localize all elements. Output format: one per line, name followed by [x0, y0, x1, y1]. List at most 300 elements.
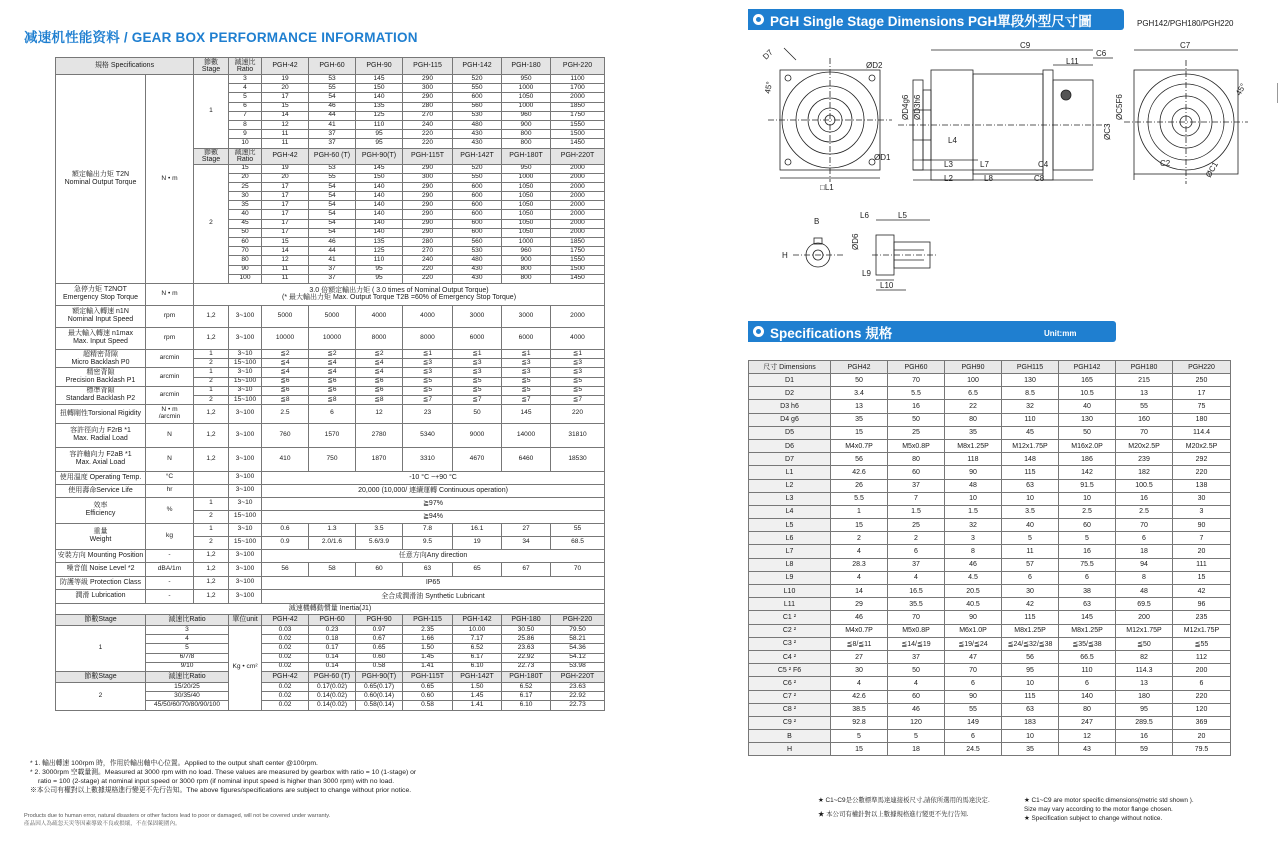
dims-cell: ≦50	[1116, 637, 1173, 650]
table-cell: 25	[229, 182, 262, 191]
table-cell: 0.18	[309, 635, 356, 644]
header-model: PGH-142T	[453, 671, 502, 682]
table-cell: 0.02	[262, 644, 309, 653]
table-cell: 950	[502, 164, 551, 173]
dims-cell: 110	[1002, 413, 1059, 426]
table-cell: 19	[262, 75, 309, 84]
table-cell: 2000	[551, 192, 605, 201]
table-cell: 0.58	[356, 662, 403, 671]
dims-cell: 145	[1059, 611, 1116, 624]
dims-cell: 28.3	[831, 558, 888, 571]
dims-cell: 75.5	[1059, 558, 1116, 571]
ratio-cell: 3~100	[229, 549, 262, 562]
table-cell: 1570	[309, 423, 356, 447]
table-cell: ≦2	[356, 349, 403, 358]
table-row	[749, 374, 1231, 387]
table-cell: 12	[356, 405, 403, 424]
table-cell: 10.00	[453, 626, 502, 635]
table-cell: 1.66	[403, 635, 453, 644]
label-c8: C8	[1034, 174, 1045, 183]
table-row	[749, 387, 1231, 400]
table-row	[56, 615, 605, 626]
table-cell: 1000	[502, 84, 551, 93]
temp-value: -10 °C ~+90 °C	[262, 471, 605, 484]
dims-cell: 2	[888, 532, 945, 545]
table-row	[749, 650, 1231, 663]
table-row	[749, 453, 1231, 466]
dims-cell: M12x1.75P	[1002, 439, 1059, 452]
table-cell: 54	[309, 228, 356, 237]
dims-cell: 16	[1116, 492, 1173, 505]
dims-cell: 182	[1116, 466, 1173, 479]
dims-cell: 96	[1173, 598, 1231, 611]
dims-cell: M6x1.0P	[945, 624, 1002, 637]
dims-cell: M20x2.5P	[1173, 439, 1231, 452]
table-cell: ≦1	[403, 349, 453, 358]
dims-cell: 13	[1116, 677, 1173, 690]
table-cell: 2000	[551, 182, 605, 191]
table-cell: 600	[453, 93, 502, 102]
dims-cell: 5	[1059, 532, 1116, 545]
table-cell: 290	[403, 219, 453, 228]
ratio-cell: 15/20/25	[146, 682, 229, 691]
unit-cell: N	[146, 447, 194, 471]
header-model: PGH-90	[356, 615, 403, 626]
lubrication-value: 全合成潤滑油 Synthetic Lubricant	[262, 589, 605, 603]
table-cell: 290	[403, 210, 453, 219]
table-cell: 4670	[453, 447, 502, 471]
table-cell: 220	[403, 139, 453, 148]
table-cell: 220	[403, 265, 453, 274]
table-cell: 0.23	[309, 626, 356, 635]
table-cell: 550	[453, 173, 502, 182]
table-row	[56, 447, 605, 471]
dims-cell: 180	[1116, 690, 1173, 703]
table-cell: 17	[262, 219, 309, 228]
dims-cell: 16	[1116, 730, 1173, 743]
radial-label: 容許徑向力 F2rB *1 Max. Radial Load	[56, 423, 146, 447]
table-cell: 600	[453, 210, 502, 219]
dims-cell: 5.5	[831, 492, 888, 505]
label-d1: ØD1	[874, 153, 891, 162]
table-cell: 3000	[502, 305, 551, 327]
dims-cell: 90	[945, 690, 1002, 703]
rigidity-label: 扭轉剛性Torsional Rigidity	[56, 405, 146, 424]
efficiency-label: 效率 Efficiency	[56, 497, 146, 523]
table-cell: 95	[356, 274, 403, 283]
table-cell: 1.41	[453, 701, 502, 710]
dims-cell: ≦14/≦19	[888, 637, 945, 650]
ratio-cell: 5	[146, 644, 229, 653]
table-cell: 900	[502, 120, 551, 129]
dims-cell: 95	[1116, 703, 1173, 716]
unit-cell: kg	[146, 523, 194, 549]
table-row	[56, 423, 605, 447]
table-cell: 300	[403, 84, 453, 93]
table-cell: 4000	[356, 305, 403, 327]
table-cell: 12	[262, 256, 309, 265]
stage-cell: 2	[194, 164, 229, 283]
dims-cell: 186	[1059, 453, 1116, 466]
table-row	[749, 664, 1231, 677]
page-edge-mark	[1277, 83, 1278, 103]
unit-cell: °C	[146, 471, 194, 484]
dims-cell: 115	[1002, 611, 1059, 624]
header-stage: 節數 Stage	[194, 58, 229, 75]
table-cell: 0.60	[356, 653, 403, 662]
stage-cell	[194, 471, 229, 484]
dims-row-label: C7 ²	[749, 690, 831, 703]
dims-cell: M12x1.75P	[1173, 624, 1231, 637]
dims-cell: 25	[888, 519, 945, 532]
dims-cell: 18	[1116, 545, 1173, 558]
table-cell: 1500	[551, 265, 605, 274]
dims-row-label: L5	[749, 519, 831, 532]
table-cell: 0.02	[262, 682, 309, 691]
dims-cell: 250	[1173, 374, 1231, 387]
note-line: ※本公司有權對以上數據規格進行變更不先行告知。The above figures/specifications are subject to change without prior notice.	[30, 786, 412, 794]
table-cell: 45	[229, 219, 262, 228]
header-model: PGH-90(T)	[356, 671, 403, 682]
dims-cell: 1.5	[945, 505, 1002, 518]
mounting-value: 任意方向Any direction	[262, 549, 605, 562]
table-row	[56, 349, 605, 358]
dims-cell: 100	[945, 374, 1002, 387]
table-cell: ≦1	[502, 349, 551, 358]
table-row	[56, 589, 605, 603]
table-cell: 0.02	[262, 692, 309, 701]
dims-cell: ≦35/≦38	[1059, 637, 1116, 650]
dims-cell: 75	[1173, 400, 1231, 413]
dims-cell: 6.5	[945, 387, 1002, 400]
ratio-cell: 3~100	[229, 423, 262, 447]
dims-cell: 38.5	[831, 703, 888, 716]
table-row	[56, 576, 605, 589]
dims-cell: 37	[888, 650, 945, 663]
table-cell: ≦5	[502, 386, 551, 395]
table-cell: 145	[502, 405, 551, 424]
dims-cell: 4	[831, 571, 888, 584]
dims-row-label: B	[749, 730, 831, 743]
table-cell: 1850	[551, 238, 605, 247]
table-cell: ≦6	[356, 377, 403, 386]
efficiency-value: ≧94%	[262, 510, 605, 523]
header-unit: 單位unit	[229, 615, 262, 626]
dimensions-table	[748, 360, 1231, 756]
table-cell: 6460	[502, 447, 551, 471]
dims-cell: 27	[831, 650, 888, 663]
dims-cell: 63	[1059, 598, 1116, 611]
dims-cell: 130	[1002, 374, 1059, 387]
dims-header-cell: PGH90	[945, 361, 1002, 374]
dims-cell: 5.5	[888, 387, 945, 400]
dims-cell: 60	[888, 690, 945, 703]
dims-cell: 40	[1059, 400, 1116, 413]
dims-cell: 10	[1002, 492, 1059, 505]
table-row	[749, 505, 1231, 518]
table-cell: 95	[356, 130, 403, 139]
table-cell: 2	[194, 377, 229, 386]
dims-cell: 46	[945, 558, 1002, 571]
table-cell: 1550	[551, 120, 605, 129]
dims-cell: 35	[945, 426, 1002, 439]
label-c6: C6	[1096, 49, 1107, 58]
table-cell: 54	[309, 201, 356, 210]
dims-cell: ≦55	[1173, 637, 1231, 650]
dims-header-cell: PGH60	[888, 361, 945, 374]
table-cell: ≦2	[309, 349, 356, 358]
unit-cell: arcmin	[146, 349, 194, 367]
bullet-circle-icon	[753, 14, 764, 25]
dims-cell: 180	[1173, 413, 1231, 426]
dims-cell: 95	[1002, 664, 1059, 677]
table-cell: 1450	[551, 274, 605, 283]
dims-cell: 148	[1002, 453, 1059, 466]
dims-cell: 16.5	[888, 585, 945, 598]
table-cell: 10000	[262, 327, 309, 349]
label-b: B	[814, 217, 820, 226]
dims-cell: M4x0.7P	[831, 624, 888, 637]
table-cell: 1050	[502, 192, 551, 201]
table-cell: 800	[502, 130, 551, 139]
table-cell: 3310	[403, 447, 453, 471]
table-cell: 11	[262, 139, 309, 148]
dims-row-label: L11	[749, 598, 831, 611]
table-cell: 1870	[356, 447, 403, 471]
table-cell: 0.14(0.02)	[309, 701, 356, 710]
table-cell: ≦3	[453, 368, 502, 377]
dims-cell: 10	[1002, 730, 1059, 743]
table-cell: 53	[309, 75, 356, 84]
dims-header-cell: PGH220	[1173, 361, 1231, 374]
table-cell: 2	[194, 395, 229, 404]
table-cell: 1750	[551, 111, 605, 120]
emergency-text	[194, 283, 605, 305]
table-cell: 68.5	[551, 536, 605, 549]
table-cell: ≦6	[356, 386, 403, 395]
dims-cell: 215	[1116, 374, 1173, 387]
dims-cell: ≦19/≦24	[945, 637, 1002, 650]
weight-label: 重量 Weight	[56, 523, 146, 549]
dims-cell: 114.3	[1116, 664, 1173, 677]
table-cell: 1	[194, 523, 229, 536]
torque-unit: N • m	[146, 75, 194, 284]
table-cell: 1.3	[309, 523, 356, 536]
ratio-cell: 3~100	[229, 589, 262, 603]
table-cell: 17	[262, 228, 309, 237]
table-cell: 1	[194, 349, 229, 358]
dims-cell: 20.5	[945, 585, 1002, 598]
table-row	[749, 743, 1231, 756]
dims-cell: 200	[1116, 611, 1173, 624]
dims-cell: M8x1.25P	[1059, 624, 1116, 637]
dims-row-label: L8	[749, 558, 831, 571]
dims-cell: 42.6	[831, 690, 888, 703]
table-cell: ≦7	[403, 395, 453, 404]
table-cell: 15~100	[229, 359, 262, 368]
table-cell: ≦2	[262, 349, 309, 358]
dims-cell: 29	[831, 598, 888, 611]
table-cell: 90	[229, 265, 262, 274]
table-cell: 270	[403, 247, 453, 256]
table-cell: 7.8	[403, 523, 453, 536]
table-row	[749, 690, 1231, 703]
table-cell: 14	[262, 111, 309, 120]
table-cell: 11	[262, 265, 309, 274]
dims-cell: 13	[1116, 387, 1173, 400]
dims-cell: 55	[945, 703, 1002, 716]
unit-cell: N • m /arcmin	[146, 405, 194, 424]
dims-cell: 56	[831, 453, 888, 466]
dims-cell: 35	[831, 413, 888, 426]
table-cell: 58	[309, 562, 356, 576]
inertia-title: 減速機轉動慣量 Inertia(J1)	[56, 604, 605, 615]
dims-cell: 69.5	[1116, 598, 1173, 611]
table-cell: 0.65	[403, 682, 453, 691]
table-cell: 960	[502, 247, 551, 256]
dims-cell: 35	[1002, 743, 1059, 756]
label-c4: C4	[1038, 160, 1049, 169]
header-model: PGH-142	[453, 58, 502, 75]
dims-cell: 59	[1116, 743, 1173, 756]
table-row	[749, 571, 1231, 584]
life-value: 20,000 (10,000/ 連續運轉 Continuous operation)	[262, 484, 605, 497]
dims-cell: 70	[888, 611, 945, 624]
dims-cell: 7	[888, 492, 945, 505]
table-cell: 30	[229, 192, 262, 201]
label-l8: L8	[984, 174, 993, 183]
table-cell: 6	[229, 102, 262, 111]
table-cell: 3.5	[356, 523, 403, 536]
table-cell: 1700	[551, 84, 605, 93]
table-cell: 4000	[403, 305, 453, 327]
table-cell: 2780	[356, 423, 403, 447]
spec-label: 額定輸入轉速 n1N Nominal Input Speed	[56, 305, 146, 327]
table-cell: 1050	[502, 210, 551, 219]
table-cell: ≦6	[309, 377, 356, 386]
table-cell: 3000	[453, 305, 502, 327]
footer-line: Products due to human error, natural disasters or other factors lead to poor or damaged, will not be covered under warranty.	[24, 813, 331, 819]
table-cell: 15~100	[229, 395, 262, 404]
table-cell: 2	[194, 359, 229, 368]
note-line: * 1. 輸出轉速 100rpm 時，作用於輸出軸中心位置。Applied to the output shaft center @100rpm.	[30, 760, 318, 767]
table-cell: 800	[502, 139, 551, 148]
table-cell: 530	[453, 111, 502, 120]
table-cell: 15	[262, 238, 309, 247]
dims-cell: 20	[1173, 545, 1231, 558]
table-cell: ≦5	[551, 386, 605, 395]
table-cell: 58.21	[551, 635, 605, 644]
table-cell: 19	[453, 536, 502, 549]
dims-cell: 30	[1173, 492, 1231, 505]
ratio-cell: 3~100	[229, 484, 262, 497]
ratio-cell: 30/35/40	[146, 692, 229, 701]
stage-cell: 1,2	[194, 405, 229, 424]
dims-cell: 3	[1173, 505, 1231, 518]
dims-row-label: D6	[749, 439, 831, 452]
dims-cell: 15	[1173, 571, 1231, 584]
table-cell: 6.10	[502, 701, 551, 710]
dims-cell: 115	[1002, 466, 1059, 479]
table-cell: 220	[551, 405, 605, 424]
header-model: PGH-115	[403, 58, 453, 75]
table-row	[749, 677, 1231, 690]
header-model: PGH-220T	[551, 148, 605, 164]
dims-cell: 120	[1173, 703, 1231, 716]
dims-cell: 3	[945, 532, 1002, 545]
table-row	[56, 682, 605, 691]
header-model: PGH-115	[403, 615, 453, 626]
dims-header-cell: PGH115	[1002, 361, 1059, 374]
dims-cell: 35.5	[888, 598, 945, 611]
dims-cell: 42.6	[831, 466, 888, 479]
dims-cell: 16	[888, 400, 945, 413]
dims-cell: 6	[945, 677, 1002, 690]
table-row	[749, 361, 1231, 374]
emergency-line: (* 最大輸出力矩 Max. Output Torque T2B =60% of Emergency Stop Torque)	[282, 294, 517, 302]
table-cell: 1.50	[453, 682, 502, 691]
table-cell: 3~10	[229, 386, 262, 395]
table-cell: 54	[309, 219, 356, 228]
efficiency-value: ≧97%	[262, 497, 605, 510]
protection-value: IP65	[262, 576, 605, 589]
table-cell: 4	[229, 84, 262, 93]
dims-cell: 63	[1002, 703, 1059, 716]
table-row	[749, 637, 1231, 650]
models-note: PGH142/PGH180/PGH220	[1137, 19, 1234, 28]
table-row	[749, 558, 1231, 571]
table-cell: 2.0/1.6	[309, 536, 356, 549]
table-cell: ≦4	[262, 368, 309, 377]
dims-header-cell: PGH42	[831, 361, 888, 374]
table-cell: 37	[309, 130, 356, 139]
table-cell: 31810	[551, 423, 605, 447]
table-cell: ≦5	[403, 377, 453, 386]
dims-cell: 91.5	[1059, 479, 1116, 492]
table-cell: 17	[262, 192, 309, 201]
table-cell: 0.02	[262, 662, 309, 671]
table-cell: 5.6/3.9	[356, 536, 403, 549]
dims-row-label: H	[749, 743, 831, 756]
table-cell: 290	[403, 228, 453, 237]
noise-label: 噪音值 Noise Level *2	[56, 562, 146, 576]
table-cell: 1450	[551, 139, 605, 148]
protection-label: 防護等級 Protection Class	[56, 576, 146, 589]
dims-cell: 220	[1173, 690, 1231, 703]
table-cell: 6	[309, 405, 356, 424]
dims-row-label: D2	[749, 387, 831, 400]
table-cell: 0.60(0.14)	[356, 692, 403, 701]
table-cell: 65	[453, 562, 502, 576]
dims-cell: 10	[1059, 492, 1116, 505]
table-cell: 5000	[309, 305, 356, 327]
dims-cell: 12	[1059, 730, 1116, 743]
table-cell: 37	[309, 274, 356, 283]
table-cell: ≦3	[453, 359, 502, 368]
table-cell: 44	[309, 247, 356, 256]
dims-cell: 369	[1173, 716, 1231, 729]
table-cell: 6.17	[502, 692, 551, 701]
table-cell: 240	[403, 256, 453, 265]
header-model: PGH-90(T)	[356, 148, 403, 164]
table-row	[56, 671, 605, 682]
dims-cell: 26	[831, 479, 888, 492]
table-cell: 280	[403, 238, 453, 247]
footer-line: 產品因人為疏忽天災等因素導致不良或損壞，不在保固範圍內。	[24, 821, 181, 828]
table-row	[749, 624, 1231, 637]
dims-cell: 90	[945, 611, 1002, 624]
table-cell: 760	[262, 423, 309, 447]
